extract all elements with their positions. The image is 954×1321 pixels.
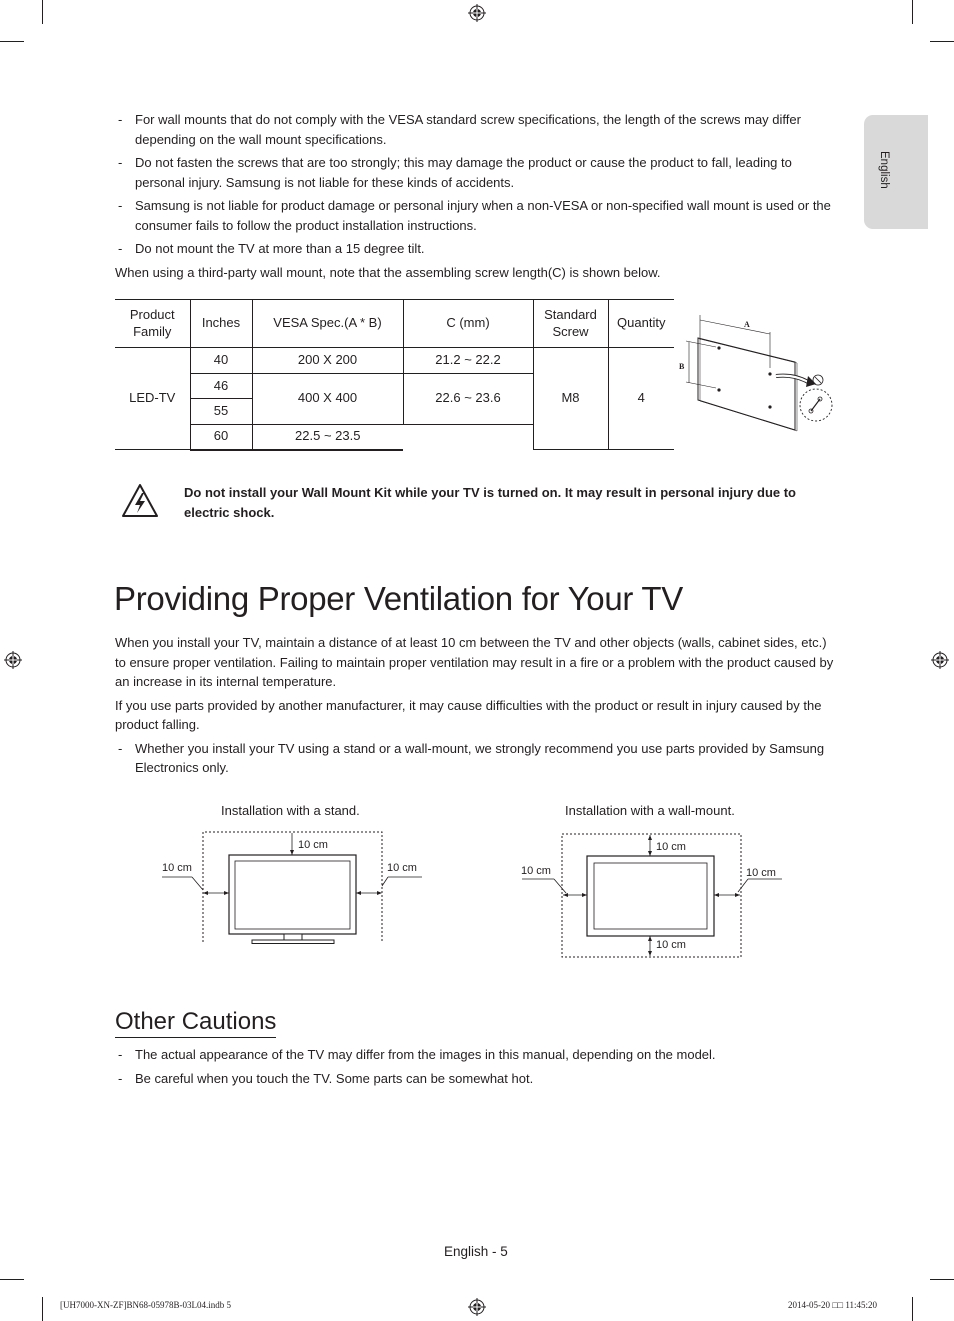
language-tab bbox=[864, 115, 928, 229]
column-header: C (mm) bbox=[403, 300, 533, 348]
stand-top-clearance-label: 10 cm bbox=[298, 839, 328, 851]
wall-mount-notes bbox=[115, 110, 837, 286]
wall-mount-screw-figure bbox=[676, 312, 838, 438]
inches-cell: 40 bbox=[190, 348, 252, 374]
crop-mark bbox=[930, 1279, 954, 1280]
stand-left-clearance-label: 10 cm bbox=[162, 862, 192, 874]
c-mm-cell: 22.5 ~ 23.5 bbox=[252, 424, 403, 450]
warning-text: Do not install your Wall Mount Kit while your TV is turned on. It may result in personal injury due to electric shock. bbox=[184, 485, 797, 520]
registration-mark-icon bbox=[468, 1298, 486, 1316]
stand-right-clearance-label: 10 cm bbox=[387, 862, 417, 874]
crop-mark bbox=[42, 1297, 43, 1321]
page-title: Providing Proper Ventilation for Your TV bbox=[114, 580, 683, 617]
print-timestamp: 2014-05-20 □□ 11:45:20 bbox=[788, 1300, 878, 1310]
column-header: Inches bbox=[190, 300, 252, 348]
column-header: Product Family bbox=[115, 300, 190, 348]
section-heading: Other Cautions bbox=[115, 1008, 276, 1038]
crop-mark bbox=[912, 1297, 913, 1321]
wall-bottom-clearance-label: 10 cm bbox=[656, 939, 686, 951]
list-item: - Samsung is not liable for product damage or personal injury when a non-VESA or non-specified wall mount is used or the consumer fails to follow the product installation instructions. bbox=[118, 198, 831, 233]
electric-shock-warning-icon bbox=[121, 482, 159, 520]
note-text: Whether you install your TV using a stand or a wall-mount, we strongly recommend you use parts provided by Samsung Electronics only. bbox=[135, 740, 825, 775]
list-item: - Be careful when you touch the TV. Some parts can be somewhat hot. bbox=[118, 1070, 534, 1086]
note-text: Do not mount the TV at more than a 15 degree tilt. bbox=[135, 241, 425, 256]
list-item: - Do not fasten the screws that are too strongly; this may damage the product or cause the product to fall, leading to personal injury. Samsung is not liable for these kinds of accidents. bbox=[118, 155, 792, 190]
vesa-cell: 200 X 200 bbox=[252, 348, 403, 374]
registration-mark-icon bbox=[468, 4, 486, 22]
paragraph: If you use parts provided by another manufacturer, it may cause difficulties with the product or result in injury caused by the product falling. bbox=[115, 697, 822, 732]
caution-text: The actual appearance of the TV may differ from the images in this manual, depending on the model. bbox=[135, 1047, 716, 1062]
crop-mark bbox=[930, 41, 954, 42]
table-header-row bbox=[115, 300, 674, 348]
column-header: Quantity bbox=[608, 300, 674, 348]
registration-mark-icon bbox=[4, 651, 22, 669]
inches-cell: 60 bbox=[190, 424, 252, 450]
wall-installation-diagram bbox=[510, 830, 800, 960]
c-mm-cell: 22.6 ~ 23.6 bbox=[403, 373, 533, 424]
wall-diagram-caption: Installation with a wall-mount. bbox=[565, 803, 735, 818]
inches-cell: 55 bbox=[190, 399, 252, 425]
language-tab-label: English bbox=[878, 151, 890, 189]
column-header: Standard Screw bbox=[533, 300, 608, 348]
list-item: - The actual appearance of the TV may differ from the images in this manual, depending on the model. bbox=[118, 1047, 716, 1062]
inches-cell: 46 bbox=[190, 373, 252, 399]
note-text: Samsung is not liable for product damage or personal injury when a non-VESA or non-specified wall mount is used or the consumer fails to follow the product installation instructions. bbox=[135, 198, 831, 233]
note-text: Do not fasten the screws that are too strongly; this may damage the product or cause the product to fall, leading to personal injury. Samsung is not liable for these kinds of accidents. bbox=[135, 155, 792, 190]
screw-intro: When using a third-party wall mount, note that the assembling screw length(C) is shown below. bbox=[115, 264, 661, 280]
table-row bbox=[115, 348, 674, 374]
product-family-cell: LED-TV bbox=[115, 348, 190, 450]
ventilation-body bbox=[115, 633, 837, 782]
wall-left-clearance-label: 10 cm bbox=[521, 865, 551, 877]
stand-diagram-caption: Installation with a stand. bbox=[221, 803, 360, 818]
screw-spec-table bbox=[115, 299, 674, 451]
stand-installation-diagram bbox=[150, 826, 440, 948]
crop-mark bbox=[0, 1279, 24, 1280]
dimension-a-label: A bbox=[744, 320, 750, 329]
list-item: - Do not mount the TV at more than a 15 degree tilt. bbox=[118, 241, 425, 256]
list-item: - For wall mounts that do not comply with the VESA standard screw specifications, the length of the screws may differ depending on the wall mount specifications. bbox=[118, 112, 801, 147]
crop-mark bbox=[42, 0, 43, 24]
other-cautions-list bbox=[115, 1045, 837, 1092]
wall-right-clearance-label: 10 cm bbox=[746, 867, 776, 879]
print-file-info: [UH7000-XN-ZF]BN68-05978B-03L04.indb 5 bbox=[60, 1300, 231, 1310]
vesa-cell: 400 X 400 bbox=[252, 373, 403, 424]
column-header: VESA Spec.(A * B) bbox=[252, 300, 403, 348]
caution-text: Be careful when you touch the TV. Some parts can be somewhat hot. bbox=[135, 1070, 534, 1086]
dimension-b-label: B bbox=[679, 362, 685, 371]
list-item: - Whether you install your TV using a stand or a wall-mount, we strongly recommend you use parts provided by Samsung Electronics only. bbox=[118, 740, 825, 775]
c-mm-cell: 21.2 ~ 22.2 bbox=[403, 348, 533, 374]
page-number: English - 5 bbox=[444, 1244, 508, 1259]
standard-screw-cell: M8 bbox=[533, 348, 608, 450]
quantity-cell: 4 bbox=[608, 348, 674, 450]
wall-top-clearance-label: 10 cm bbox=[656, 841, 686, 853]
crop-mark bbox=[912, 0, 913, 24]
registration-mark-icon bbox=[931, 651, 949, 669]
note-text: For wall mounts that do not comply with the VESA standard screw specifications, the length of the screws may differ depending on the wall mount specifications. bbox=[135, 112, 801, 147]
crop-mark bbox=[0, 41, 24, 42]
paragraph: When you install your TV, maintain a distance of at least 10 cm between the TV and other objects (walls, cabinet sides, etc.) to ensure proper ventilation. Failing to maintain proper ventilation may result in a fire or a problem with the product caused by an increase in its internal temperature. bbox=[115, 635, 834, 689]
